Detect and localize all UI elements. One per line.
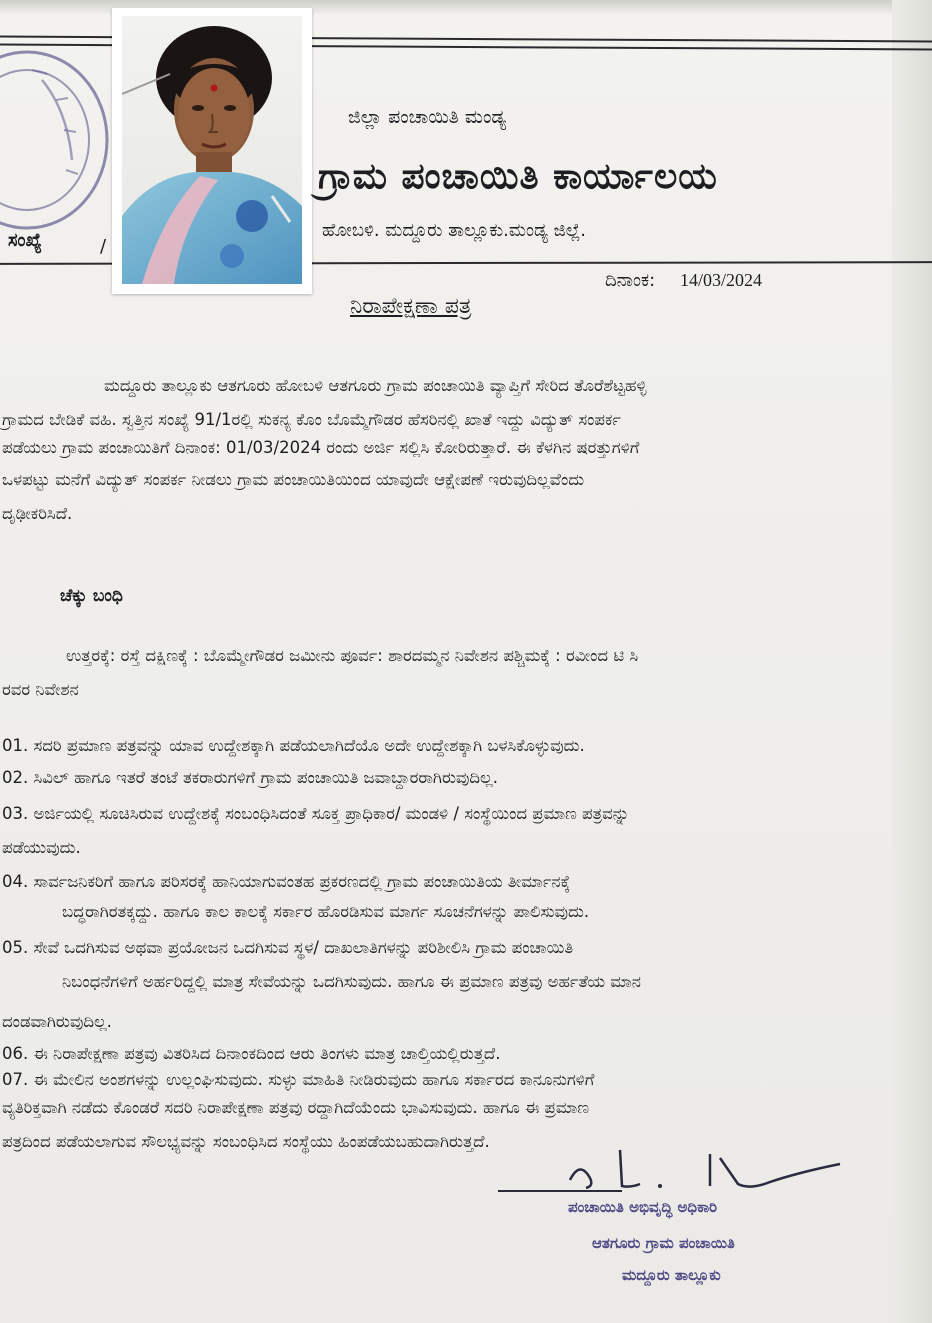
condition-04-cont: ಬದ್ಧರಾಗಿರತಕ್ಕದ್ದು. ಹಾಗೂ ಕಾಲ ಕಾಲಕ್ಕೆ ಸರ್ಕಾರ ಹೊರಡಿಸುವ ಮಾರ್ಗ ಸೂಚನೆಗಳನ್ನು ಪಾಲಿಸುವುದು. xyxy=(62,902,590,921)
condition-04: 04. ಸಾರ್ವಜನಿಕರಿಗೆ ಹಾಗೂ ಪರಿಸರಕ್ಕೆ ಹಾನಿಯಾಗುವಂತಹ ಪ್ರಕರಣದಲ್ಲಿ ಗ್ರಾಮ ಪಂಚಾಯಿತಿಯ ತೀರ್ಮಾನಕ್ಕೆ xyxy=(2,872,571,891)
condition-07-cont-2: ಪತ್ರದಿಂದ ಪಡೆಯಲಾಗುವ ಸೌಲಭ್ಯವನ್ನು ಸಂಬಂಧಿಸಿದ ಸಂಸ್ಥೆಯು ಹಿಂಪಡೆಯಬಹುದಾಗಿರುತ್ತದೆ. xyxy=(2,1132,490,1151)
signatory-designation: ಪಂಚಾಯಿತಿ ಅಭಿವೃದ್ಧಿ ಅಧಿಕಾರಿ xyxy=(568,1198,718,1216)
signatory-taluk: ಮದ್ದೂರು ತಾಲ್ಲೂಕು xyxy=(622,1266,721,1284)
office-address: ಹೋಬಳಿ. ಮದ್ದೂರು ತಾಲ್ಲೂಕು.ಮಂಡ್ಯ ಜಿಲ್ಲೆ. xyxy=(322,220,586,241)
reference-number-value: / xyxy=(100,236,107,257)
condition-01: 01. ಸದರಿ ಪ್ರಮಾಣ ಪತ್ರವನ್ನು ಯಾವ ಉದ್ದೇಶಕ್ಕಾಗಿ ಪಡೆಯಲಾಗಿದೆಯೊ ಅದೇ ಉದ್ದೇಶಕ್ಕಾಗಿ ಬಳಸಿಕೊಳ್ಳುವುದು. xyxy=(2,736,585,755)
condition-03-cont: ಪಡೆಯುವುದು. xyxy=(2,838,81,857)
intro-line-3: ಪಡೆಯಲು ಗ್ರಾಮ ಪಂಚಾಯಿತಿಗೆ ದಿನಾಂಕ: 01/03/2024 ರಂದು ಅರ್ಜಿ ಸಲ್ಲಿಸಿ ಕೋರಿರುತ್ತಾರೆ. ಈ ಕೆಳಗಿನ ಷರತ್ತುಗಳಿಗೆ xyxy=(2,438,640,457)
document-title: ನಿರಾಪೇಕ್ಷಣಾ ಪತ್ರ xyxy=(350,294,472,319)
applicant-photo-image xyxy=(122,16,302,284)
condition-02: 02. ಸಿವಿಲ್ ಹಾಗೂ ಇತರೆ ತಂಟೆ ತಕರಾರುಗಳಿಗೆ ಗ್ರಾಮ ಪಂಚಾಯಿತಿ ಜವಾಬ್ದಾರರಾಗಿರುವುದಿಲ್ಲ. xyxy=(2,768,498,787)
applicant-photo xyxy=(112,8,312,294)
condition-03: 03. ಅರ್ಜಿಯಲ್ಲಿ ಸೂಚಿಸಿರುವ ಉದ್ದೇಶಕ್ಕೆ ಸಂಬಂಧಿಸಿದಂತೆ ಸೂಕ್ತ ಪ್ರಾಧಿಕಾರ/ ಮಂಡಳಿ / ಸಂಸ್ಥೆಯಿಂದ ಪ್ರಮಾಣ ಪತ್ರವನ್ನು xyxy=(2,804,630,823)
office-title: ಗ್ರಾಮ ಪಂಚಾಯಿತಿ ಕಾರ್ಯಾಲಯ xyxy=(318,156,718,197)
page-right-edge xyxy=(892,0,932,1323)
condition-05: 05. ಸೇವೆ ಒದಗಿಸುವ ಅಥವಾ ಪ್ರಯೋಜನ ಒದಗಿಸುವ ಸ್ಥಳ/ ದಾಖಲಾತಿಗಳನ್ನು ಪರಿಶೀಲಿಸಿ ಗ್ರಾಮ ಪಂಚಾಯಿತಿ xyxy=(2,938,574,957)
condition-05-cont-2: ದಂಡವಾಗಿರುವುದಿಲ್ಲ. xyxy=(2,1012,112,1031)
boundary-line-1: ಉತ್ತರಕ್ಕೆ: ರಸ್ತೆ ದಕ್ಷಿಣಕ್ಕೆ : ಬೊಮ್ಮೇಗೌಡರ ಜಮೀನು ಪೂರ್ವ: ಶಾರದಮ್ಮನ ನಿವೇಶನ ಪಶ್ಚಿಮಕ್ಕೆ : ರವೀಂದ ಟಿ ಸಿ xyxy=(66,646,639,665)
condition-07-cont: ವ್ಯತಿರಿಕ್ತವಾಗಿ ನಡೆದು ಕೊಂಡರೆ ಸದರಿ ನಿರಾಪೇಕ್ಷಣಾ ಪತ್ರವು ರದ್ದಾಗಿದೆಯೆಂದು ಭಾವಿಸುವುದು. ಹಾಗೂ ಈ ಪ್ರಮಾಣ xyxy=(2,1098,590,1117)
signatory-office: ಆತಗೂರು ಗ್ರಾಮ ಪಂಚಾಯಿತಿ xyxy=(592,1234,735,1252)
date-value: 14/03/2024 xyxy=(680,270,763,290)
reference-number-label: ಸಂಖ್ಯೆ xyxy=(8,230,42,251)
intro-line-5: ದೃಢೀಕರಿಸಿದೆ. xyxy=(2,504,73,523)
intro-line-4: ಒಳಪಟ್ಟು ಮನೆಗೆ ವಿದ್ಯುತ್ ಸಂಪರ್ಕ ನೀಡಲು ಗ್ರಾಮ ಪಂಚಾಯಿತಿಯಿಂದ ಯಾವುದೇ ಆಕ್ಷೇಪಣೆ ಇರುವುದಿಲ್ಲವೆಂದು xyxy=(2,470,585,489)
condition-07: 07. ಈ ಮೇಲಿನ ಅಂಶಗಳನ್ನು ಉಲ್ಲಂಘಿಸುವುದು. ಸುಳ್ಳು ಮಾಹಿತಿ ನೀಡಿರುವುದು ಹಾಗೂ ಸರ್ಕಾರದ ಕಾನೂನುಗಳಿಗೆ xyxy=(2,1070,595,1089)
condition-05-cont: ನಿಬಂಧನೆಗಳಿಗೆ ಅರ್ಹರಿದ್ದಲ್ಲಿ ಮಾತ್ರ ಸೇವೆಯನ್ನು ಒದಗಿಸುವುದು. ಹಾಗೂ ಈ ಪ್ರಮಾಣ ಪತ್ರವು ಅರ್ಹತೆಯ ಮಾನ xyxy=(62,972,641,991)
intro-line-2: ಗ್ರಾಮದ ಬೇಡಿಕೆ ವಹಿ. ಸ್ವತ್ತಿನ ಸಂಖ್ಯೆ 91/1ರಲ್ಲಿ ಸುಕನ್ಯ ಕೊಂ ಬೊಮ್ಮೆಗೌಡರ ಹೆಸರಿನಲ್ಲಿ ಖಾತೆ ಇದ್ದು ವಿದ್ಯುತ್ ಸಂಪರ್ಕ xyxy=(2,410,621,429)
boundary-line-2: ರವರ ನಿವೇಶನ xyxy=(2,680,79,699)
handwritten-signature xyxy=(560,1140,860,1200)
date-label: ದಿನಾಂಕ: xyxy=(605,270,656,291)
condition-06: 06. ಈ ನಿರಾಪೇಕ್ಷಣಾ ಪತ್ರವು ವಿತರಿಸಿದ ದಿನಾಂಕದಿಂದ ಆರು ತಿಂಗಳು ಮಾತ್ರ ಚಾಲ್ತಿಯಲ್ಲಿರುತ್ತದೆ. xyxy=(2,1044,501,1063)
district-panchayat-name: ಜಿಲ್ಲಾ ಪಂಚಾಯಿತಿ ಮಂಡ್ಯ xyxy=(348,106,507,128)
office-seal-stamp xyxy=(0,40,122,240)
intro-line-1: ಮದ್ದೂರು ತಾಲ್ಲೂಕು ಆತಗೂರು ಹೋಬಳಿ ಆತಗೂರು ಗ್ರಾಮ ಪಂಚಾಯಿತಿ ವ್ಯಾಪ್ತಿಗೆ ಸೇರಿದ ತೊರೆಶೆಟ್ಟಹಳ್ಳಿ xyxy=(104,376,647,395)
boundary-heading: ಚೆಕ್ಕು ಬಂಧಿ xyxy=(60,586,123,606)
